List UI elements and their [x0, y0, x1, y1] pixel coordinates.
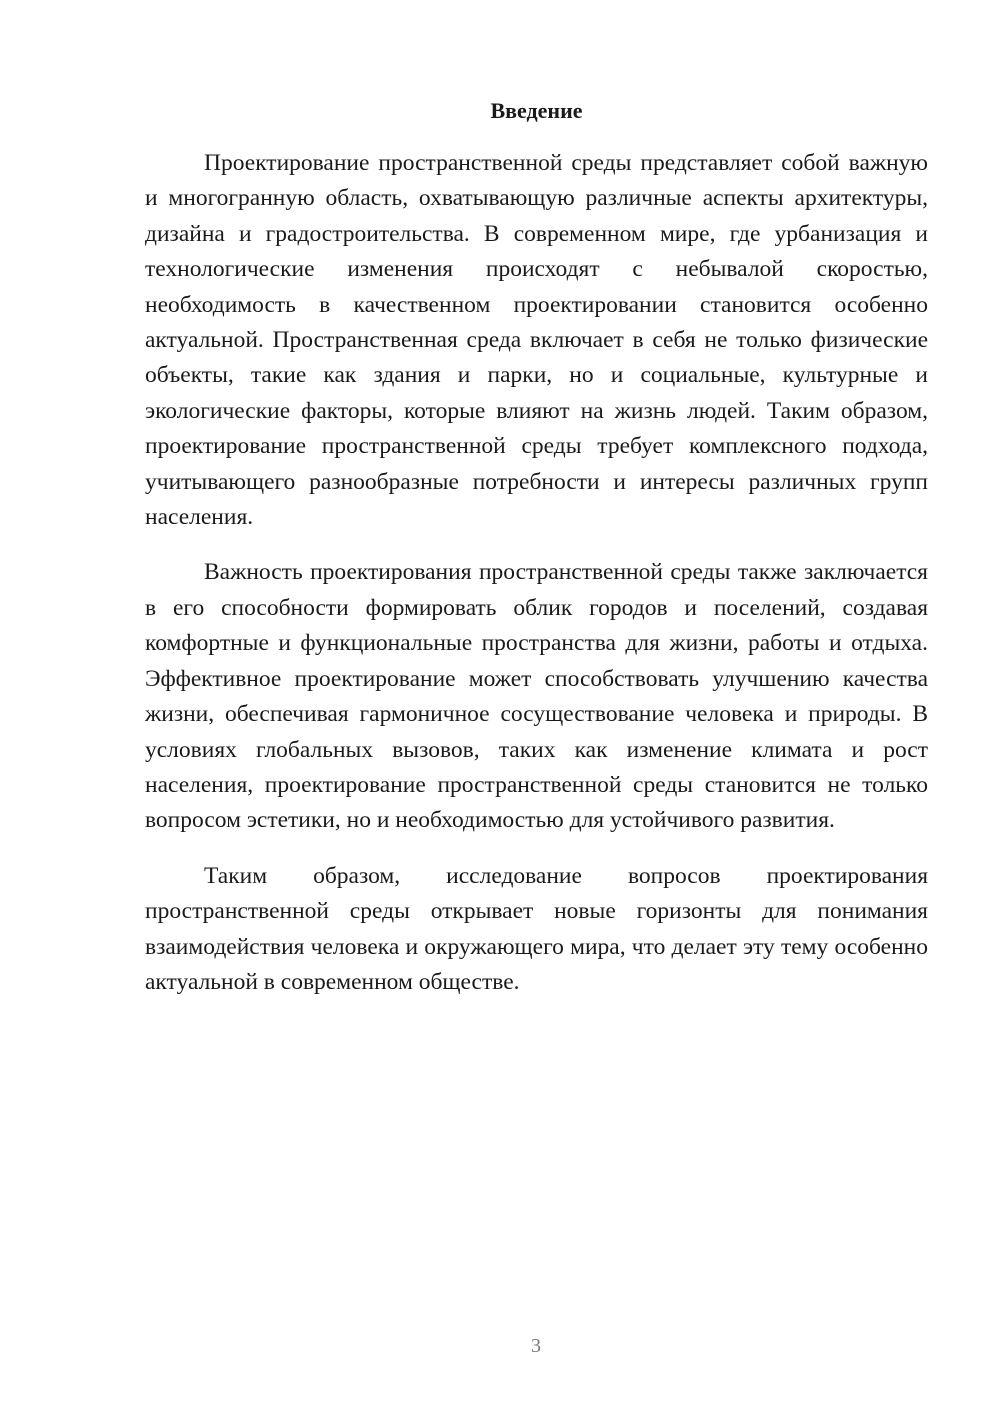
- paragraph-2: Важность проектирования пространственной среды также заключается в его способности формировать облик городов и поселений, создавая комфортные и функциональные пространства для жизни, работы и отдыха. Эффективное проектирование может способствовать улучшению качества жизни, обеспечивая гармоничное сосуществование человека и природы. В условиях глобальных вызовов, таких как изменение климата и рост населения, проектирование пространственной среды становится не только вопросом эстетики, но и необходимостью для устойчивого развития.: [145, 559, 928, 834]
- paragraph-3: Таким образом, исследование вопросов проектирования пространственной среды открывает новые горизонты для понимания взаимодействия человека и окружающего мира, что делает эту тему особенно актуальной в современном обществе.: [145, 862, 928, 995]
- section-heading: Введение: [490, 98, 583, 123]
- paragraph-1: Проектирование пространственной среды представляет собой важную и многогранную область, охватывающую различные аспекты архитектуры, дизайна и градостроительства. В современном мире, где урбанизация и технологические изменения происходят с небывалой скоростью, необходимость в качественном проектировании становится особенно актуальной. Пространственная среда включает в себя не только физические объекты, такие как здания и парки, но и социальные, культурные и экологические факторы, которые влияют на жизнь людей. Таким образом, проектирование пространственной среды требует комплексного подхода, учитывающего разнообразные потребности и интересы различных групп населения.: [145, 150, 928, 531]
- page-number: 3: [531, 1335, 541, 1357]
- page-content: [145, 96, 928, 1000]
